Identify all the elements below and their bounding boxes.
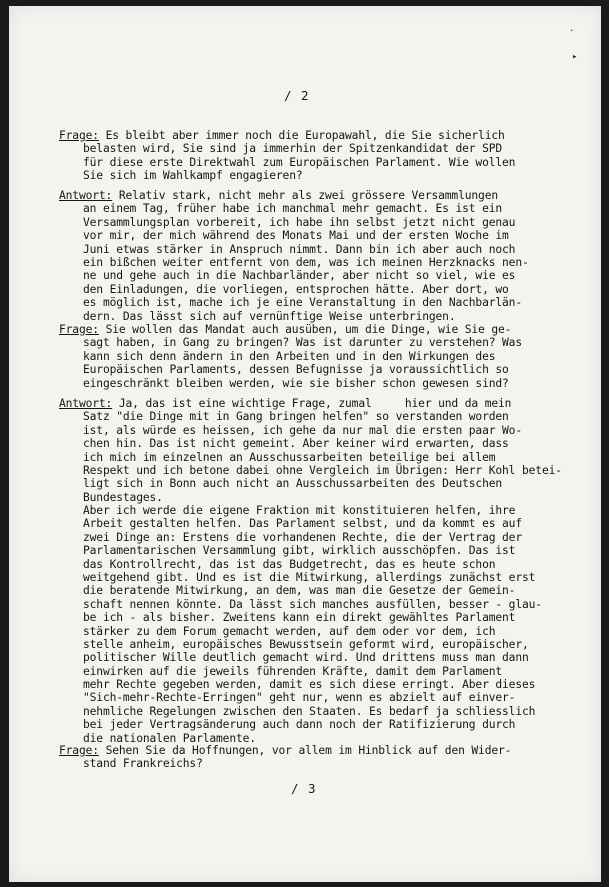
answer-2: Antwort: Ja, das ist eine wichtige Frage, zumal hier und da mein Satz "die Dinge mit in Gang bringen helfen" so verstanden worden ist, als würde es heissen, ich gehe da nur mal die ersten paar Wo- chen hin. Das ist nicht gemeint. Aber keiner wird erwarten, dass ich mich im einzelnen an Ausschussarbeiten beteilige bei allem Respekt und ich betone dabei ohne Vergleich im Übrigen: Herr Kohl betei- ligt sich in Bonn auch nicht an Ausschussarbeiten des Deutschen Bundestages. [59, 397, 562, 504]
answer-label: Antwort: [59, 397, 113, 410]
page-number-bottom: / 3 [291, 781, 317, 796]
question-label: Frage: [59, 323, 99, 336]
answer-1: Antwort: Relativ stark, nicht mehr als zwei grössere Versammlungen an einem Tag, früher habe ich manchmal mehr gemacht. Es ist ein Versammlungsplan vorbereit, ich habe ihn selbst jetzt nicht genau vor mir, der mich während des Monats Mai und der ersten Woche im Juni etwas stärker in Anspruch nimmt. Dann bin ich aber auch noch ein bißchen weiter entfernt von dem, was ich meinen Herzknacks nen- ne und gehe auch in die Nachbarländer, aber nicht so viel, wie es den Einladungen, die vorliegen, entsprochen hätte. Aber dort, wo es möglich ist, mache ich je eine Veranstaltung in den Nachbarlän- dern. Das lässt sich auf vernünftige Weise unterbringen. [59, 189, 529, 323]
question-2: Frage: Sie wollen das Mandat auch ausüben, um die Dinge, wie Sie ge- sagt haben, in Gang zu bringen? Was ist darunter zu verstehen? Was kann sich denn ändern in den Arbeiten und in den Wirkungen des Europäischen Parlaments, dessen Befugnisse ja voraussichtlich so eingeschränkt bleiben werden, wie sie bisher schon gewesen sind? [59, 323, 522, 390]
scan-mark: . [569, 24, 575, 34]
question-3: Frage: Sehen Sie da Hoffnungen, vor allem im Hinblick auf den Wider- stand Frankreichs? [59, 744, 512, 771]
question-1: Frage: Es bleibt aber immer noch die Europawahl, die Sie sicherlich belasten wird, Sie sind ja immerhin der Spitzenkandidat der SPD für diese erste Direktwahl zum Europäischen Parlament. Wie wollen Sie sich im Wahlkampf engagieren? [59, 129, 516, 183]
scan-mark: ▸ [572, 52, 578, 62]
question-label: Frage: [59, 129, 99, 142]
question-label: Frage: [59, 744, 99, 757]
document-page [9, 6, 601, 882]
answer-label: Antwort: [59, 189, 113, 202]
answer-2-continued: Aber ich werde die eigene Fraktion mit konstituieren helfen, ihre Arbeit gestalten helfen. Das Parlament selbst, und da kommt es auf zwei Dinge an: Erstens die vorhandenen Rechte, die der Vertrag der Parlamentarischen Versammlung gibt, wirklich ausschöpfen. Das ist das Kontrollrecht, das ist das Budgetrecht, das es heute schon weitgehend gibt. Und es ist die Mitwirkung, allerdings zunächst erst die beratende Mitwirkung, an dem, was man die Gesetze der Gemein- schaft nennen könnte. Da lässt sich manches ausfüllen, besser - glau- be ich - als bisher. Zweitens kann ein direkt gewähltes Parlament stärker zu dem Forum gemacht werden, auf dem oder vor dem, ich stelle anheim, europäisches Bewusstsein geformt wird, europäischer, politischer Wille deutlich gemacht wird. Und drittens muss man dann einwirken auf die jeweils führenden Kräfte, damit dem Parlament mehr Rechte gegeben werden, damit es sich diese erringt. Aber dieses "Sich-mehr-Rechte-Erringen" geht nur, wenn es abzielt auf einver- nehmliche Regelungen zwischen den Staaten. Es bedarf ja schliesslich bei jeder Vertragsänderung auch dann noch der Ratifizierung durch die nationalen Parlamente. [83, 504, 542, 745]
page-number-top: / 2 [284, 88, 310, 103]
